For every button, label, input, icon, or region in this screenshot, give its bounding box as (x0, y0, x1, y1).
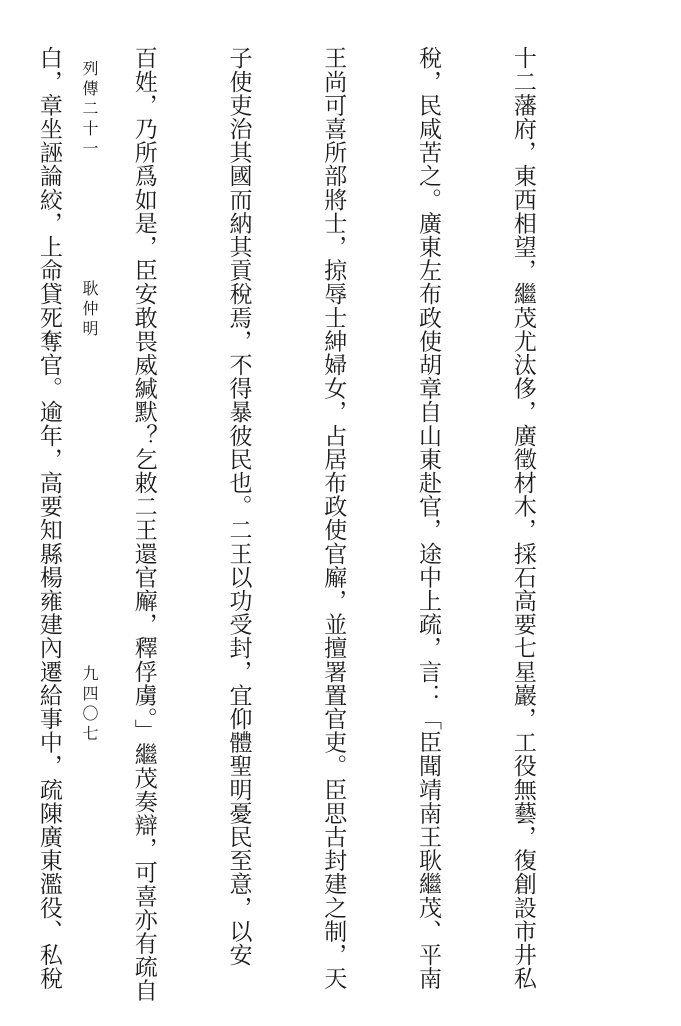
chapter-label: 列傳二十一 (80, 60, 99, 160)
text-line-3: 王尚可喜所部將士，掠辱士紳婦女，占居布政使官廨，並擅署置官吏。臣思古封建之制，天 (320, 46, 347, 990)
text-line-4: 子使吏治其國而納其貢稅焉，不得暴彼民也。二王以功受封，宜仰體聖明憂民至意，以安 (225, 46, 252, 967)
page-footer (78, 60, 101, 940)
text-line-1: 十二藩府，東西相望，繼茂尤汰侈，廣徵材木，採石高要七星巖，工役無藝，復創設市井私 (509, 46, 536, 990)
text-line-6: 白，章坐誣論絞，上命貸死奪官。逾年，高要知縣楊雍建內遷給事中，疏陳廣東濫役、私稅 (35, 46, 62, 990)
text-line-5: 百姓，乃所爲如是，臣安敢畏威緘默？乞敕二王還官廨，釋俘虜。」繼茂奏辯，可喜亦有疏自 (130, 46, 157, 1003)
page-number: 九四〇七 (80, 665, 99, 745)
person-name: 耿仲明 (80, 280, 99, 340)
text-line-2: 稅，民咸苦之。廣東左布政使胡章自山東赴官，途中上疏，言：「臣聞靖南王耿繼茂、平南 (415, 46, 442, 990)
